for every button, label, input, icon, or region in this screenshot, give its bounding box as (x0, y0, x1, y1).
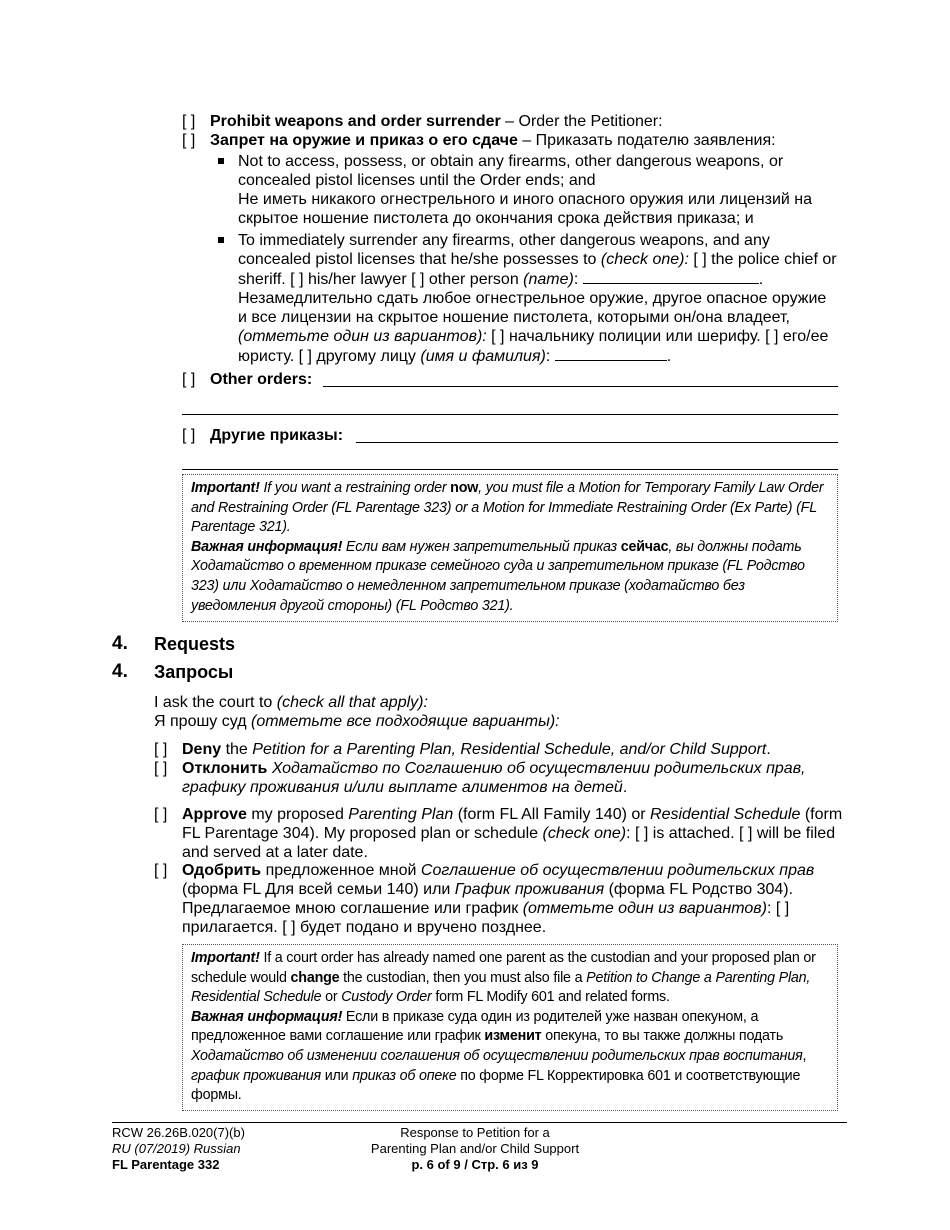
footer-divider (112, 1122, 847, 1123)
checkbox[interactable]: [ ] (154, 862, 168, 879)
other-person-name-field[interactable] (583, 269, 759, 284)
bullet1-en: Not to access, possess, or obtain any firearms, other dangerous weapons, or concealed pistol licenses until the Order ends; and (238, 153, 784, 189)
weapons-title-en: Prohibit weapons and order surrender (210, 113, 501, 130)
important-notice-restraining (182, 474, 838, 622)
weapons-rest-ru: – Приказать подателю заявления: (517, 132, 776, 149)
weapons-bullets (238, 152, 838, 366)
important-en: Important! If you want a restraining order now, you must file a Motion for Temporary Family Law Order and Restraining Order (FL Parentage 323) or a Motion for Immediate Restraining Order (Ex Parte) (FL Parentage 321). (191, 480, 824, 536)
section-title-ru: Запросы (154, 662, 234, 682)
important2-ru: Важная информация! Если в приказе суда один из родителей уже назван опекуном, а предложенное вами соглашение или график изменит опекуна, то вы также должны подать Ходатайство об изменении соглашения об осуществлении родительских прав воспитания, график проживания или приказ об опеке по форме FL Корректировка 601 и соответствующие формы. (191, 1008, 807, 1104)
footer-left (112, 1125, 245, 1173)
other-person-name-field-ru[interactable] (555, 346, 667, 361)
footer-form: FL Parentage 332 (112, 1157, 220, 1172)
checkbox[interactable]: [ ] (182, 371, 196, 388)
section-title-en: Requests (154, 634, 236, 654)
bullet-no-access (238, 152, 838, 228)
approve-option: [ ] Approve my proposed Parenting Plan (form FL All Family 140) or Residential Schedule (form FL Parentage 304). My proposed plan or schedule (check one): [ ] is attached. [ ] will be filed and served at a later date. (154, 806, 843, 861)
weapons-rest-en: – Order the Petitioner: (500, 113, 663, 130)
other-orders-field[interactable] (323, 386, 838, 387)
bullet-square-icon (218, 158, 224, 164)
bullet-square-icon (218, 237, 224, 243)
bullet2-en: To immediately surrender any firearms, other dangerous weapons, and any concealed pistol licenses that he/she possesses to (check one): [ ] the police chief or sheriff. [ ] his/her lawyer [ ] other person (name): . (238, 232, 837, 288)
deny-option-ru: [ ] Отклонить Ходатайство по Соглашению об осуществлении родительских прав, графику проживания и/или выплате алиментов на детей. (154, 760, 806, 796)
checkbox[interactable]: [ ] (182, 427, 196, 444)
other-orders-field-line2[interactable] (182, 414, 838, 415)
important2-en: Important! If a court order has already named one parent as the custodian and your proposed plan or schedule would change the custodian, then you must also file a Petition to Change a Parenting Plan, Residential Schedule or Custody Order form FL Modify 601 and related forms. (191, 950, 816, 1006)
other-orders-ru (182, 426, 343, 445)
important-notice-custodian (182, 944, 838, 1111)
weapons-option-ru (182, 131, 776, 150)
checkbox[interactable]: [ ] (182, 113, 196, 130)
important-ru: Важная информация! Если вам нужен запретительный приказ сейчас, вы должны подать Ходатайство о временном приказе семейного суда и запретительном приказе (FL Родство 323) или Ходатайство о немедленном запретительном приказе (ходатайство без уведомления другой стороны) (FL Родство 321). (191, 538, 805, 614)
deny-option: [ ] Deny the Petition for a Parenting Plan, Residential Schedule, and/or Child Support. (154, 741, 771, 758)
footer-title1: Response to Petition for a (400, 1125, 550, 1140)
requests-intro-ru: Я прошу суд (отметьте все подходящие варианты): (154, 713, 560, 730)
section-number: 4. (112, 633, 128, 654)
checkbox[interactable]: [ ] (154, 760, 168, 777)
other-orders-label-ru: Другие приказы: (210, 427, 344, 444)
other-orders-en (182, 370, 312, 389)
checkbox[interactable]: [ ] (154, 806, 168, 823)
requests-intro-en: I ask the court to (check all that apply): (154, 694, 428, 711)
other-orders-field-ru[interactable] (356, 442, 838, 443)
bullet1-ru: Не иметь никакого огнестрельного и иного опасного оружия или лицензий на скрытое ношение пистолета до окончания срока действия приказа; и (238, 191, 813, 227)
footer-title2: Parenting Plan and/or Child Support (370, 1141, 580, 1156)
approve-option-ru: [ ] Одобрить предложенное мной Соглашение об осуществлении родительских прав (форма FL Для всей семьи 140) или График проживания (форма FL Родство 304). Предлагаемое мною соглашение или график (отметьте один из вариантов): [ ] прилагается. [ ] будет подано и вручено позднее. (154, 862, 815, 936)
footer-page: p. 6 of 9 / Стр. 6 из 9 (411, 1157, 539, 1172)
weapons-title-ru: Запрет на оружие и приказ о его сдаче (210, 132, 518, 149)
other-orders-field-ru-line2[interactable] (182, 469, 838, 470)
other-orders-label: Other orders: (210, 371, 313, 388)
checkbox[interactable]: [ ] (154, 741, 168, 758)
checkbox[interactable]: [ ] (182, 132, 196, 149)
bullet-surrender (238, 231, 838, 366)
footer-version: RU (07/2019) Russian (112, 1141, 241, 1156)
bullet2-ru: Незамедлительно сдать любое огнестрельное оружие, другое опасное оружие и все лицензии на скрытое ношение пистолета, которыми он/она владеет, (отметьте один из вариантов): [ ] начальнику полиции или шерифу. [ ] его/ее юристу. [ ] другому лицу (имя и фамилия): . (238, 290, 829, 365)
footer-rcw: RCW 26.26B.020(7)(b) (112, 1125, 245, 1140)
weapons-option-en (182, 112, 663, 131)
section-number-ru: 4. (112, 661, 128, 682)
footer-center (330, 1125, 620, 1173)
